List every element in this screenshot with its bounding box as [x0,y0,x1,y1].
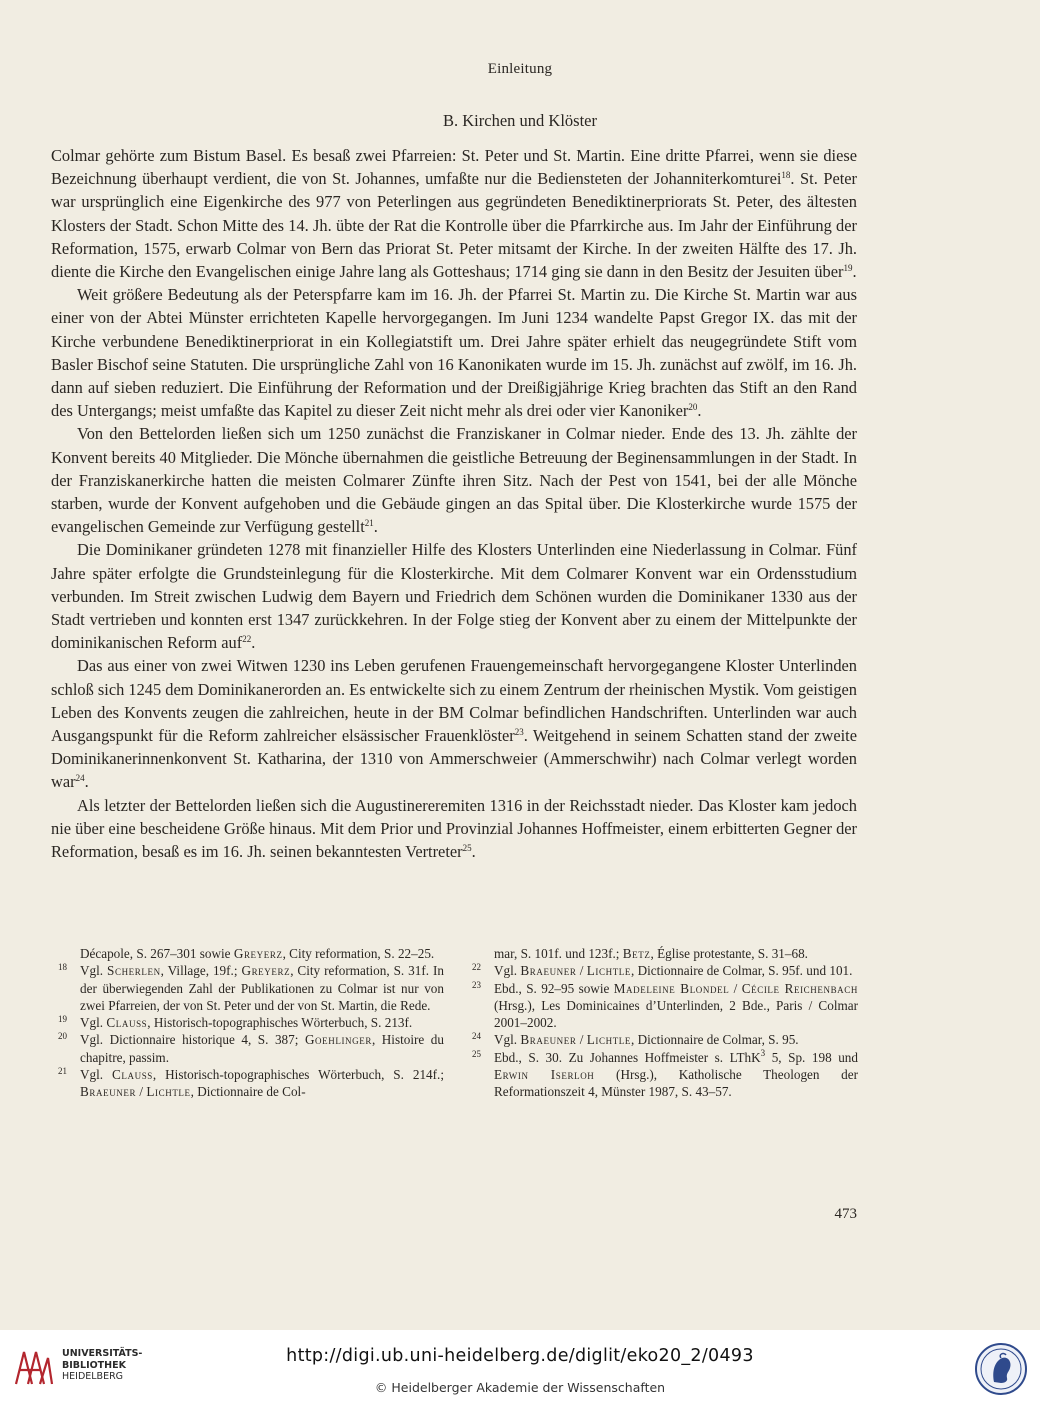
footnotes [58,945,858,1101]
footnote [58,945,444,962]
section-title: B. Kirchen und Klöster [443,111,597,130]
text-run: / [136,1084,147,1100]
text-run: , City reformation, S. 31f. In der überwiegenden Zahl der Publikationen zu Colmar ist nur von zwei Pfarreien, der von St. Peter und der von St. Martin, die Rede. [80,963,444,1013]
text-run: , Dictionnaire de Colmar, S. 95. [631,1032,799,1048]
text-run: Vgl. [80,1015,107,1031]
footnote-reference: 23 [514,727,524,738]
text-run: Vgl. Dictionnaire historique 4, S. 387; [80,1032,305,1048]
library-name-line: BIBLIOTHEK [62,1359,126,1371]
author-name: Betz [622,946,651,961]
author-name: Madeleine Blondel [613,980,730,996]
footnote-reference: 18 [781,170,791,181]
text-run: Vgl. [494,963,521,979]
academy-seal-icon[interactable] [974,1342,1028,1396]
text-run: Ebd., S. 92–95 sowie [494,980,614,996]
author-name: Braeuner [520,963,577,979]
text-run: . [251,633,256,653]
text-run: , Église protestante, S. 31–68. [650,946,808,961]
body-paragraph [51,422,857,538]
footnote-reference: 21 [364,518,374,529]
footnote-reference: 25 [462,843,472,854]
body-paragraph [51,144,857,283]
footnote-reference: 19 [843,263,853,274]
text-run: . St. Peter war ursprünglich eine Eigenkirche des 977 von Peterlingen aus gegründeten Benediktinerpriorats St. Peter, des ältesten Klosters der Stadt. Schon Mitte des 14. Jh. übte der Rat die Kontrolle über die Pfarrkirche aus. Im Jahr der Einführung der Reformation, 1575, erwarb Colmar von Bern das Priorat St. Peter mitsamt der Kirche. In der zweiten Hälfte des 17. Jh. diente die Kirche den Evangelischen einige Jahre lang als Gotteshaus; 1714 ging sie dann in den Besitz der Jesuiten über [51,169,858,282]
text-run: / [729,980,742,996]
text-run: , Histoire du chapitre, passim. [80,1032,444,1065]
text-run: 5, Sp. 198 und [765,1049,858,1065]
text-run: , Dictionnaire de Col- [190,1084,306,1100]
footnote-number: 24 [472,1031,481,1042]
permalink-url[interactable]: http://digi.ub.uni-heidelberg.de/diglit/eko20_2/0493 [286,1346,754,1366]
author-name: Scherlen [107,963,161,979]
footnote-reference: 3 [760,1047,766,1058]
footnotes-right-column [472,945,858,1101]
author-name: Lichtle [586,963,631,979]
footnote-number: 20 [58,1031,67,1042]
footnote-number: 22 [472,962,481,973]
author-name: Greyerz [241,963,291,979]
body-paragraph [51,794,857,864]
text-run: . [84,772,89,792]
footnote [472,962,858,979]
footnote-number: 25 [472,1048,481,1059]
footnote [472,1031,858,1048]
author-name: Clauss [106,1015,148,1031]
footnote-number: 23 [472,979,481,990]
author-name: Clauss [112,1067,153,1083]
text-run: Das aus einer von zwei Witwen 1230 ins Leben gerufenen Frauengemeinschaft hervorgegangene Kloster Unterlinden schloß sich 1245 dem Dominikanerorden an. Es entwickelte sich zu einem Zentrum der rheinischen Mystik. Vom geistigen Leben des Konvents zeugen die zahlreichen, heute in der BM Colmar befindlichen Handschriften. Unterlinden war auch Ausgangspunkt für die Reform zahlreicher elsässischer Frauenklöster [51,656,857,746]
library-name-line: UNIVERSITÄTS- [62,1348,143,1359]
footnote [58,1031,444,1066]
text-run: Weit größere Bedeutung als der Peterspfarre kam im 16. Jh. der Pfarrei St. Martin zu. Die Kirche St. Martin war aus einer von der Abtei Münster errichteten Kapelle hervorgegangen. Im Juni 1234 wandelte Papst Gregor IX. das mit der Kirche verbundene Benediktinerpriorat in ein Kollegiatstift um. Drei Jahre später erhielt das neugegründete Stift vom Basler Bischof seine Statuten. Die ursprüngliche Zahl von 16 Kanonikaten wurde im 15. Jh. zunächst auf zwölf, im 16. Jh. dann auf sieben reduziert. Die Einführung der Reformation und der Dreißigjährige Krieg brachten das Stift an den Rand des Untergangs; meist umfaßte das Kapitel zu dieser Zeit nicht mehr als drei oder vier Kanoniker [51,285,857,421]
footnote-reference: 24 [75,773,85,784]
footnote [58,1014,444,1031]
text-run: Décapole, S. 267–301 sowie [80,946,234,961]
footnote-number: 18 [58,962,67,973]
text-run: . Weitgehend in seinem Schatten stand der zweite Dominikanerinnenkonvent St. Katharina, der 1310 von Ammerschweier (Ammerschwihr) nach Colmar verlegt worden war [51,726,857,792]
library-name-line: HEIDELBERG [62,1371,124,1382]
text-run: / [576,1032,587,1048]
text-run: Die Dominikaner gründeten 1278 mit finanzieller Hilfe des Klosters Unterlinden eine Niederlassung in Colmar. Fünf Jahre später erfolgte die Grundsteinlegung für die Klosterkirche. Mit dem Colmarer Konvent war ein Ordensstudium verbunden. Im Streit zwischen Ludwig dem Bayern und Friedrich dem Schönen wurden die Dominikaner 1330 aus der Stadt vertrieben und konnten erst 1347 zurückkehren. In der Folge stieg der Konvent aber zu einem der Mittelpunkte der dominikanischen Reform auf [51,540,857,653]
author-name: Greyerz [233,946,283,961]
text-run: . [373,517,378,537]
body-paragraph [51,654,857,793]
footnote-reference: 20 [688,402,698,413]
text-run: . [852,262,857,282]
text-run: Vgl. [80,1067,112,1083]
body-paragraph [51,283,857,422]
text-run: , Dictionnaire de Colmar, S. 95f. und 101. [631,963,853,979]
author-name: Braeuner [520,1032,577,1048]
text-run: , Village, 19f.; [160,963,242,979]
text-run: . [697,401,702,421]
footnote [472,1049,858,1101]
copyright-notice: © Heidelberger Akademie der Wissenschaften [374,1380,666,1395]
author-name: Cécile Reichenbach [741,980,858,996]
author-name: Erwin Iserloh [494,1067,595,1083]
text-run: / [576,963,587,979]
text-run: Vgl. [494,1032,521,1048]
footnote [58,1066,444,1101]
text-run: , Historisch-topographisches Wörterbuch, S. 214f.; [152,1067,444,1083]
author-name: Braeuner [80,1084,137,1100]
text-run: (Hrsg.), Les Dominicaines d’Unterlinden, 2 Bde., Paris / Colmar 2001–2002. [494,997,858,1031]
text-run: Vgl. [80,963,108,979]
footnotes-left-column [58,945,444,1101]
text-run: . [471,842,476,862]
text-run: Als letzter der Bettelorden ließen sich die Augustinereremiten 1316 in der Reichsstadt nieder. Das Kloster kam jedoch nie über eine bescheidene Größe hinaus. Mit dem Prior und Provinzial Johannes Hoffmeister, einem erbitterten Gegner der Reformation, besaß es im 16. Jh. seinen bekanntesten Vertreter [51,795,857,862]
text-run: , City reformation, S. 22–25. [282,946,435,961]
text-run: mar, S. 101f. und 123f.; [494,946,623,961]
text-run: Colmar gehörte zum Bistum Basel. Es besaß zwei Pfarreien: St. Peter und St. Martin. Eine dritte Pfarrei, wenn sie diese Bezeichnung überhaupt verdient, die von St. Johannes, umfaßte nur die Bediensteten der Johanniterkomturei [51,146,857,189]
author-name: Goehlinger [304,1032,372,1048]
text-run: Von den Bettelorden ließen sich um 1250 zunächst die Franziskaner in Colmar nieder. Ende des 13. Jh. zählte der Konvent bereits 40 Mitglieder. Die Mönche übernahmen die geistliche Betreuung der Beginensammlungen in der Stadt. In der Franziskanerkirche hatten die meisten Colmarer Zünfte ihren Sitz. Nach der Pest von 1541, bei der alle Mönche starben, wurde der Konvent aufgehoben und die Gebäude gingen an das Spital über. Die Klosterkirche wurde 1575 der evangelischen Gemeinde zur Verfügung gestellt [51,424,857,537]
running-head: Einleitung [487,61,553,77]
footnote [472,980,858,1032]
viewer-footer [0,1330,1040,1408]
footnote [472,945,858,962]
body-text [51,144,857,863]
text-run: (Hrsg.), Katholische Theologen der Reformationszeit 4, Münster 1987, S. 43–57. [494,1067,858,1100]
author-name: Lichtle [146,1084,191,1100]
text-run: Ebd., S. 30. Zu Johannes Hoffmeister s. LThK [494,1049,761,1065]
page-number: 473 [834,1206,857,1222]
text-run: , Historisch-topographisches Wörterbuch, S. 213f. [147,1015,413,1031]
footnote-reference: 22 [242,634,252,645]
footnote [58,962,444,1014]
author-name: Lichtle [586,1032,631,1048]
body-paragraph [51,538,857,654]
footnote-number: 19 [58,1014,67,1025]
footnote-number: 21 [58,1066,67,1077]
